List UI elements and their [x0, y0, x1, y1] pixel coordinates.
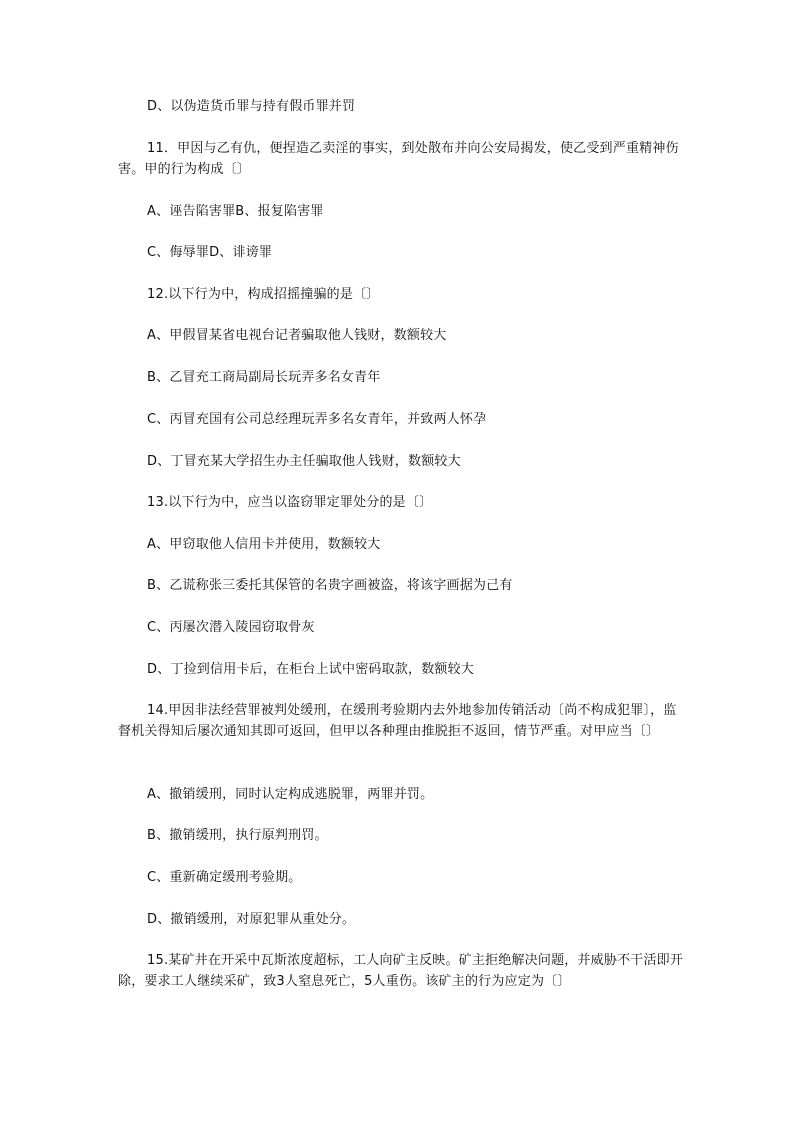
question-14: 14.甲因非法经营罪被判处缓刑，在缓刑考验期内去外地参加传销活动〔尚不构成犯罪〕，监督机关得知后屡次通知其即可返回，但甲以各种理由推脱拒不返回，情节严重。对甲应当〔〕 [118, 703, 677, 739]
option-d-q13: D、丁捡到信用卡后，在柜台上试中密码取款，数额较大 [147, 662, 475, 677]
option-c-q14: C、重新确定缓刑考验期。 [147, 870, 302, 885]
option-a-q13: A、甲窃取他人信用卡并使用，数额较大 [147, 537, 381, 552]
option-a-q12: A、甲假冒某省电视台记者骗取他人钱财，数额较大 [147, 328, 447, 343]
option-b-q14: B、撤销缓刑，执行原判刑罚。 [147, 828, 328, 843]
options-ab-q11: A、诬告陷害罪B、报复陷害罪 [147, 204, 324, 219]
question-15: 15.某矿井在开采中瓦斯浓度超标，工人向矿主反映。矿主拒绝解决问题，并威胁不干活即开除，要求工人继续采矿，致3人窒息死亡，5人重伤。该矿主的行为应定为〔〕 [118, 953, 684, 989]
option-c-q13: C、丙屡次潜入陵园窃取骨灰 [147, 620, 315, 635]
option-d-q12: D、丁冒充某大学招生办主任骗取他人钱财，数额较大 [147, 454, 461, 469]
question-13: 13.以下行为中，应当以盗窃罪定罪处分的是〔〕 [147, 495, 433, 510]
question-12: 12.以下行为中，构成招摇撞骗的是〔〕 [147, 287, 380, 302]
option-b-q12: B、乙冒充工商局副局长玩弄多名女青年 [147, 370, 381, 385]
option-c-q12: C、丙冒充国有公司总经理玩弄多名女青年，并致两人怀孕 [147, 412, 487, 427]
option-a-q14: A、撤销缓刑，同时认定构成逃脱罪，两罪并罚。 [147, 787, 434, 802]
question-11: 11．甲因与乙有仇，便捏造乙卖淫的事实，到处散布并向公安局揭发，使乙受到严重精神伤害。甲的行为构成〔〕 [118, 141, 679, 177]
option-d-q14: D、撤销缓刑，对原犯罪从重处分。 [147, 912, 356, 927]
options-cd-q11: C、侮辱罪D、诽谤罪 [147, 245, 273, 260]
option-d-q10: D、以伪造货币罪与持有假币罪并罚 [147, 99, 356, 114]
option-b-q13: B、乙谎称张三委托其保管的名贵字画被盗，将该字画据为己有 [147, 578, 513, 593]
